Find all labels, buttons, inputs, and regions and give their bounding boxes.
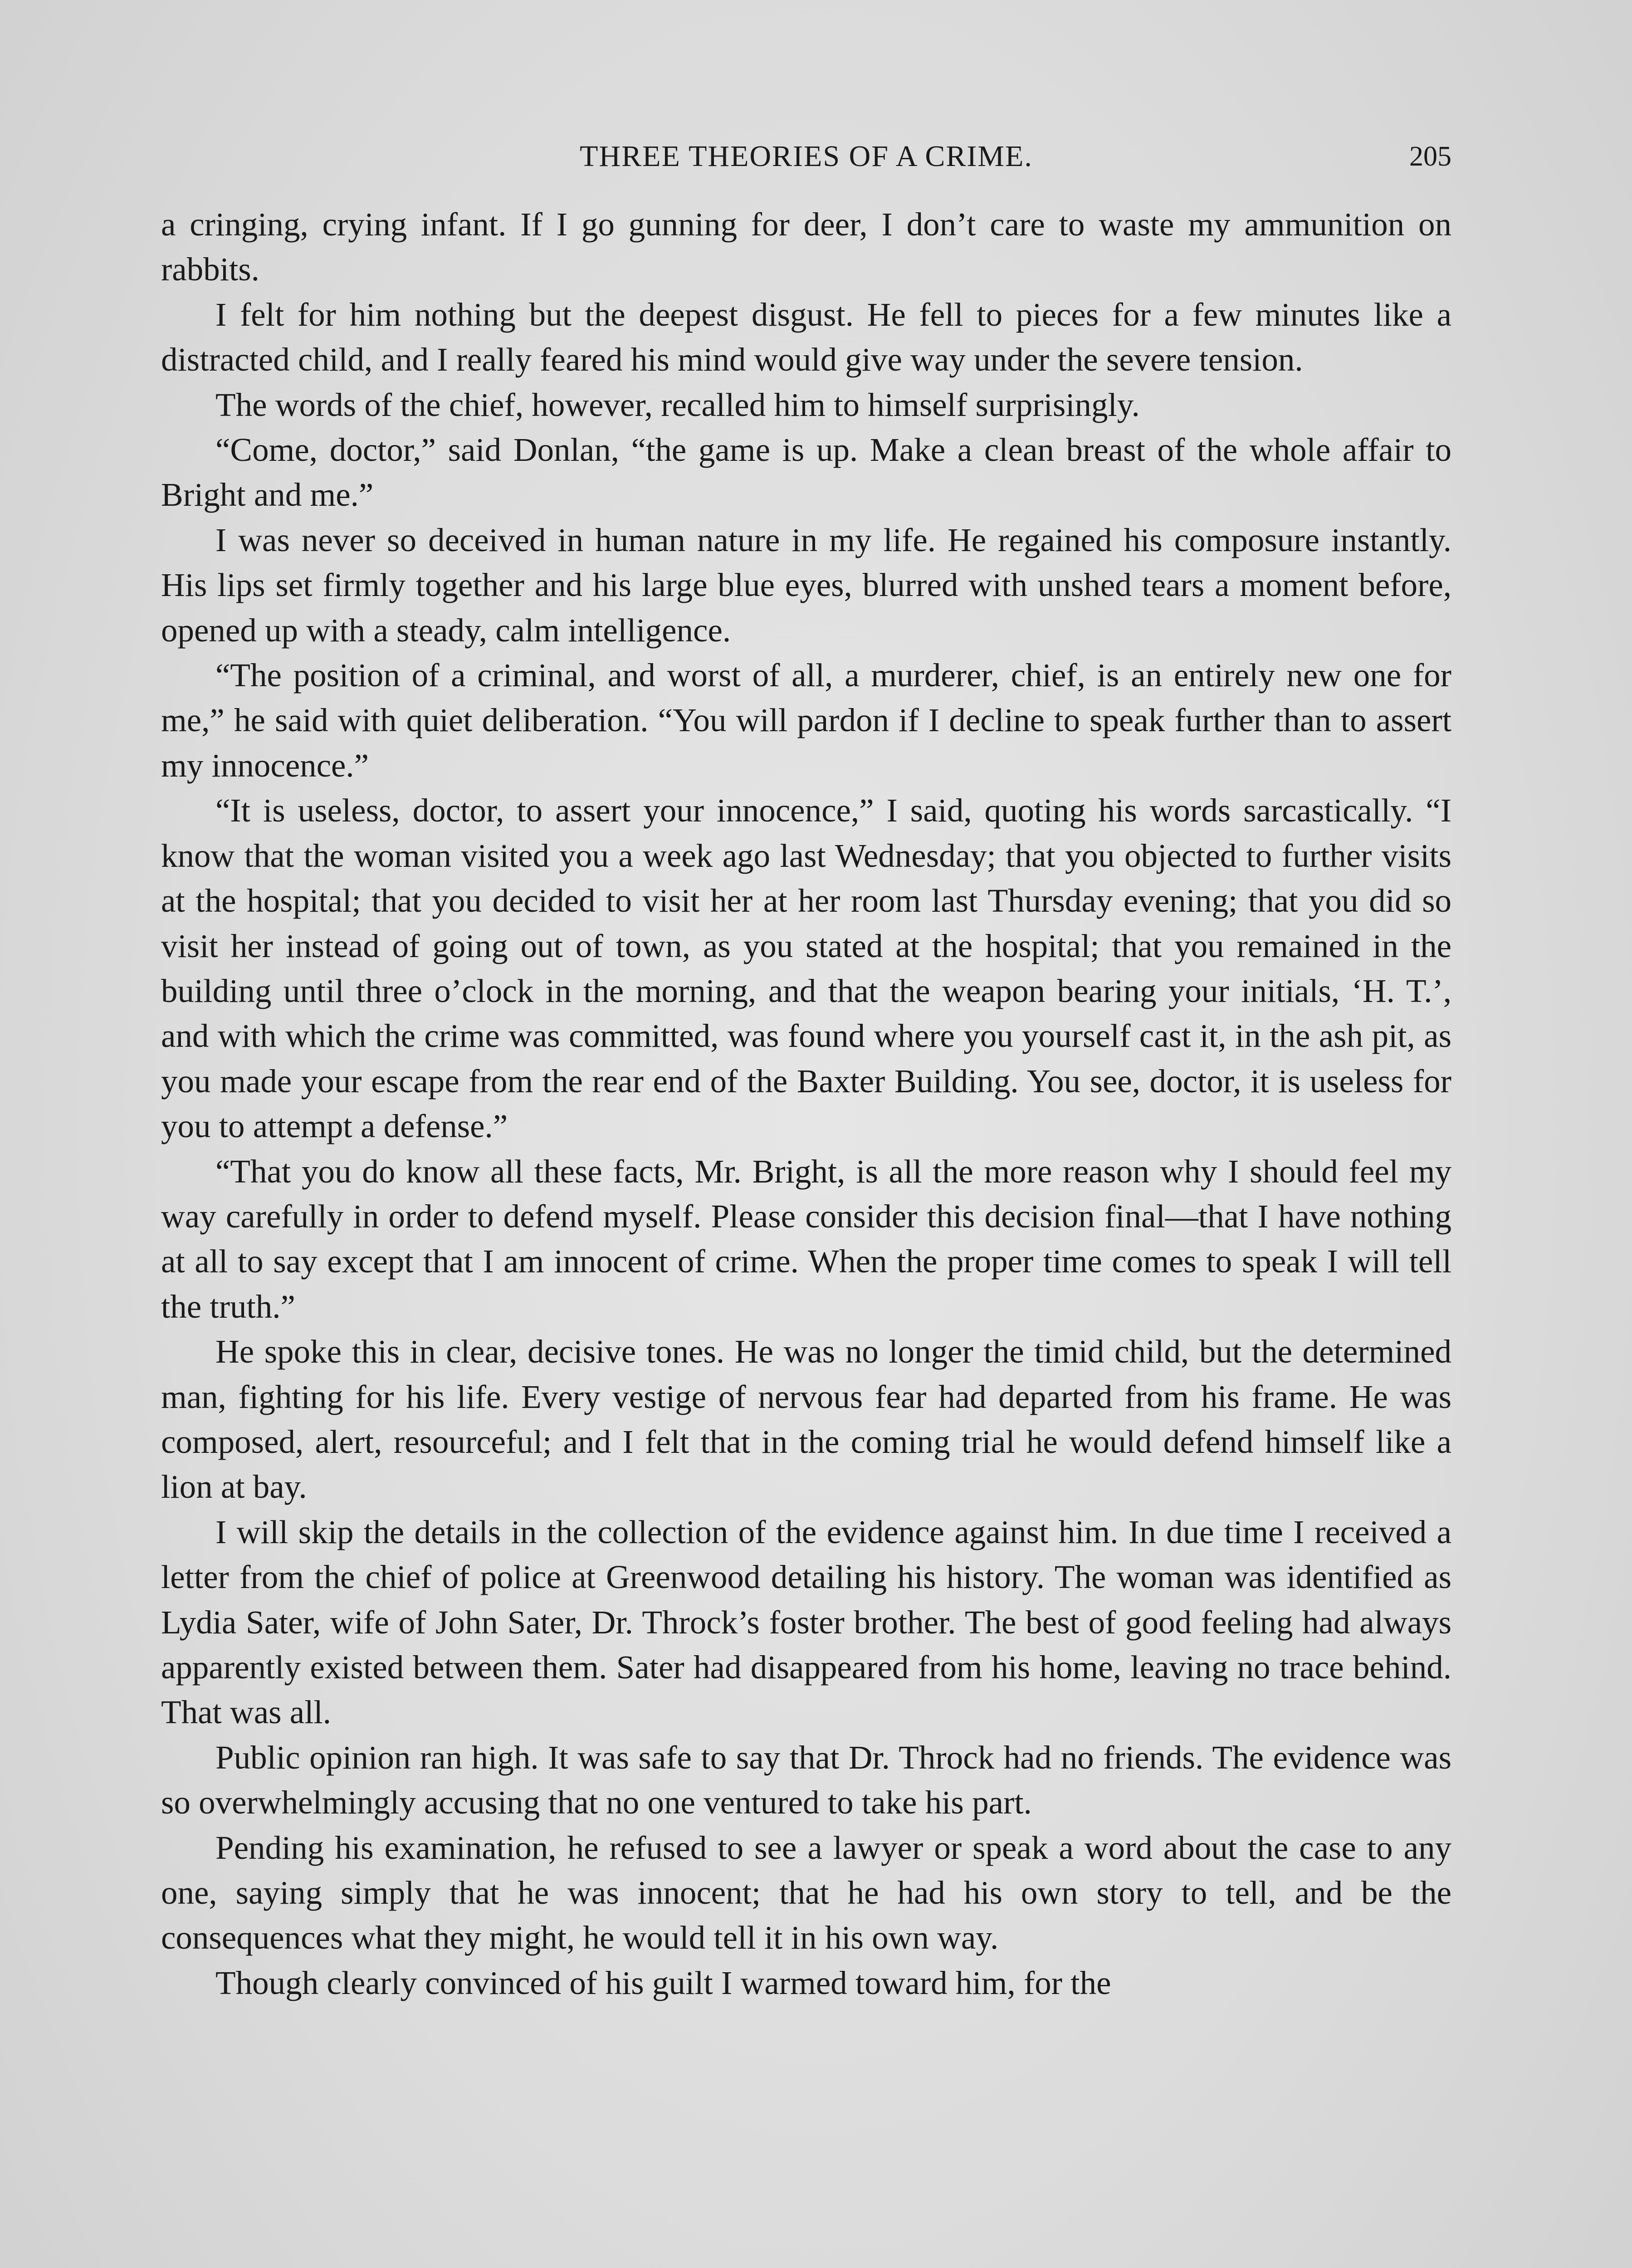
paragraph: I felt for him nothing but the deepest disgust. He fell to pieces for a few minutes like a distracted child, and I really feared his mind would give way under the severe tension. [161,296,1451,378]
paragraph: I will skip the details in the collection of the evidence against him. In due time I received a letter from the chief of police at Greenwood detailing his history. The woman was identified as Lydia Sater, wife of John Sater, Dr. Throck’s foster brother. The best of good feeling had always apparently existed between them. Sater had disappeared from his home, leaving no trace behind. That was all. [161,1513,1451,1731]
page-number: 205 [1409,141,1451,172]
paragraph: He spoke this in clear, decisive tones. He was no longer the timid child, but the determined man, fighting for his life. Every vestige of nervous fear had departed from his frame. He was composed, alert, resourceful; and I felt that in the coming trial he would defend himself like a lion at bay. [161,1333,1451,1505]
paragraph: “That you do know all these facts, Mr. Bright, is all the more reason why I should feel my way carefully in order to defend myself. Please consider this decision final—that I have nothing at all to say except that I am innocent of crime. When the proper time comes to speak I will tell the truth.” [161,1153,1451,1325]
paragraph: I was never so deceived in human nature in my life. He regained his composure instantly. His lips set firmly together and his large blue eyes, blurred with unshed tears a moment before, opened up with a steady, calm intelligence. [161,521,1451,649]
paragraph: a cringing, crying infant. If I go gunning for deer, I don’t care to waste my ammunition on rabbits. [161,206,1451,288]
paragraph: Pending his examination, he refused to see a lawyer or speak a word about the case to any one, saying simply that he was innocent; that he had his own story to tell, and be the consequences what they might, he would tell it in his own way. [161,1829,1451,1956]
page-header [161,136,1451,177]
paragraph: Though clearly convinced of his guilt I warmed toward him, for the [215,1964,1111,2001]
paragraph: Public opinion ran high. It was safe to say that Dr. Throck had no friends. The evidence was so overwhelmingly accusing that no one ventured to take his part. [161,1739,1451,1821]
paragraph: “It is useless, doctor, to assert your innocence,” I said, quoting his words sarcastically. “I know that the woman visited you a week ago last Wednesday; that you objected to further visits at the hospital; that you decided to visit her at her room last Thursday evening; that you did so visit her instead of going out of town, as you stated at the hospital; that you remained in the building until three o’clock in the morning, and that the weapon bearing your initials, ‘H. T.’, and with which the crime was committed, was found where you yourself cast it, in the ash pit, as you made your escape from the rear end of the Baxter Building. You see, doctor, it is useless for you to attempt a defense.” [161,792,1451,1145]
running-title: THREE THEORIES OF A CRIME. [580,140,1033,173]
paragraph: The words of the chief, however, recalled him to himself surprisingly. [215,386,1140,423]
story-text [161,202,1451,2005]
paragraph: “Come, doctor,” said Donlan, “the game is up. Make a clean breast of the whole affair to Bright and me.” [161,431,1451,513]
paragraph: “The position of a criminal, and worst of all, a murderer, chief, is an entirely new one for me,” he said with quiet deliberation. “You will pardon if I decline to speak further than to assert my innocence.” [161,657,1451,784]
